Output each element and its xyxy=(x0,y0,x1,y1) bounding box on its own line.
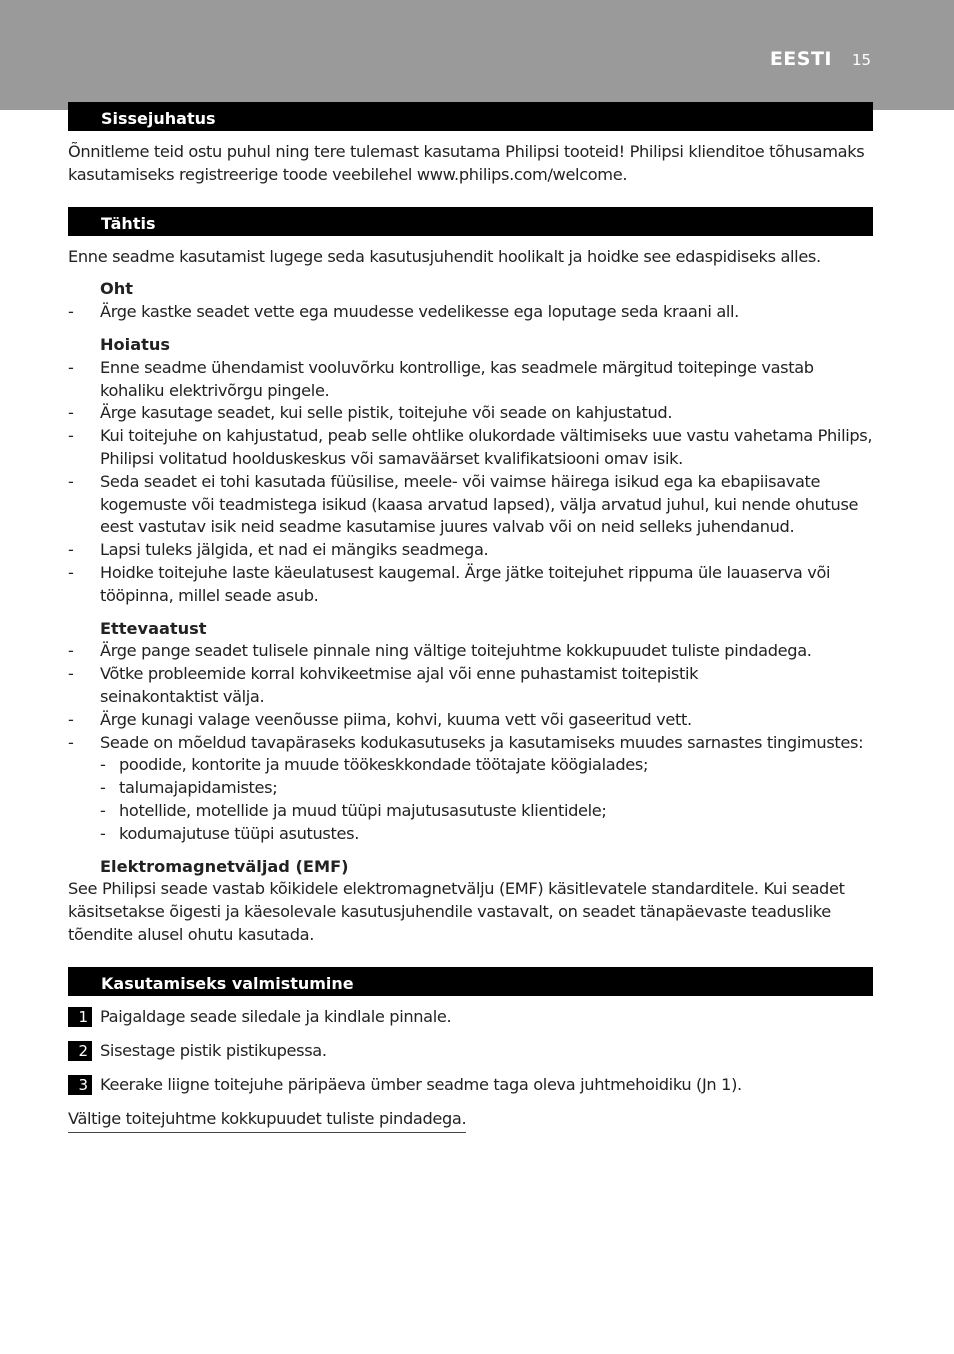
list-item: - Ärge pange seadet tulisele pinnale ning vältige toitejuhtme kokkupuudet tuliste pindadega. xyxy=(68,641,812,661)
caution-heading: Ettevaatust xyxy=(100,618,207,638)
danger-heading: Oht xyxy=(100,279,134,299)
sub-list-item: - kodumajutuse tüüpi asutustes. xyxy=(100,823,359,843)
page-number: 15 xyxy=(852,51,872,69)
list-item: - Kui toitejuhe on kahjustatud, peab selle ohtlike olukordade vältimiseks uue vastu vahetama Philips, Philipsi volitatud hoolduskeskus või samaväärset kvalifikatsiooni omav isik. xyxy=(68,426,873,468)
page-content xyxy=(68,102,873,1133)
language-label: EESTI xyxy=(769,48,832,70)
step-1: 1 Paigaldage seade siledale ja kindlale pinnale. xyxy=(68,1006,873,1028)
emf-paragraph: See Philipsi seade vastab kõikidele elektromagnetvälju (EMF) käsitlevatele standarditele. Kui seadet käsitsetakse õigesti ja käesolevale kasutusjuhendile vastavalt, on seadet tänapäevaste teaduslike tõendite alusel ohutu kasutada. xyxy=(68,879,845,944)
list-item: - Lapsi tuleks jälgida, et nad ei mängiks seadmega. xyxy=(68,540,489,560)
sub-list-item: - hotellide, motellide ja muud tüüpi majutusasutuste klientidele; xyxy=(100,800,607,820)
section-title-intro: Sissejuhatus xyxy=(68,102,873,131)
emf-heading: Elektromagnetväljad (EMF) xyxy=(100,856,349,876)
section-title-preparing: Kasutamiseks valmistumine xyxy=(68,967,873,996)
section-title-important: Tähtis xyxy=(68,207,873,236)
list-item: - Ärge kastke seadet vette ega muudesse vedelikesse ega loputage seda kraani all. xyxy=(68,302,739,322)
list-item: - Enne seadme ühendamist vooluvõrku kontrollige, kas seadmele märgitud toitepinge vastab kohaliku elektrivõrgu pingele. xyxy=(68,357,814,400)
list-item: - Seda seadet ei tohi kasutada füüsilise, meele- või vaimse häirega isikud ega ka ebapiisavate kogemuste või teadmistega isikud (kaasa arvatud lapsed), välja arvatud juhul, kui nende ohutuse eest vastutav isik neid seadme kasutamise juures valvab või on neid selleks juhendanud. xyxy=(68,471,859,537)
list-item: - Võtke probleemide korral kohvikeetmise ajal või enne puhastamist toitepistik seinakontaktist välja. xyxy=(68,664,699,706)
sub-list-item: - talumajapidamistes; xyxy=(100,778,278,798)
header-band xyxy=(0,0,954,110)
step-2: 2 Sisestage pistik pistikupessa. xyxy=(68,1040,873,1062)
sub-list-item: - poodide, kontorite ja muude töökeskkondade töötajate köögialades; xyxy=(100,755,649,775)
intro-paragraph: Õnnitleme teid ostu puhul ning tere tulemast kasutama Philipsi tooteid! Philipsi klienditoe tõhusamaks kasutamiseks registreerige toode veebilehel www.philips.com/welcome. xyxy=(68,142,865,184)
step-3: 3 Keerake liigne toitejuhe päripäeva ümber seadme taga oleva juhtmehoidiku (Jn 1). xyxy=(68,1074,873,1096)
important-paragraph: Enne seadme kasutamist lugege seda kasutusjuhendit hoolikalt ja hoidke see edaspidiseks alles. xyxy=(68,246,821,266)
list-item: - Ärge kunagi valage veenõusse piima, kohvi, kuuma vett või gaseeritud vett. xyxy=(68,709,692,729)
note-text: Vältige toitejuhtme kokkupuudet tuliste pindadega. xyxy=(68,1108,466,1133)
list-item: - Seade on mõeldud tavapäraseks kodukasutuseks ja kasutamiseks muudes sarnastes tingimustes: xyxy=(68,732,864,752)
list-item: - Ärge kasutage seadet, kui selle pistik, toitejuhe või seade on kahjustatud. xyxy=(68,403,673,423)
warning-heading: Hoiatus xyxy=(100,334,171,354)
list-item: - Hoidke toitejuhe laste käeulatusest kaugemal. Ärge jätke toitejuhet rippuma üle lauaserva või tööpinna, millel seade asub. xyxy=(68,562,831,605)
